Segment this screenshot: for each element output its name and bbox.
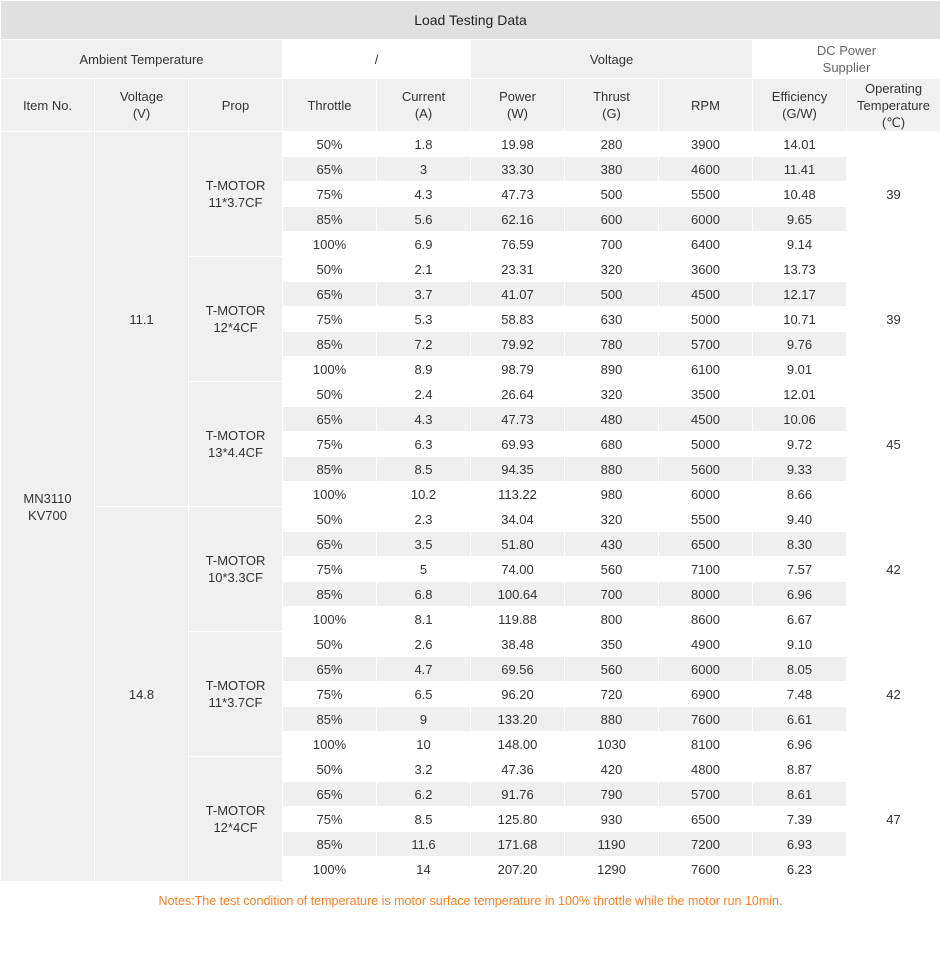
current-cell: 2.6 xyxy=(377,632,471,657)
operating-temperature-cell: 39 xyxy=(847,257,940,382)
thrust-cell: 1030 xyxy=(565,732,659,757)
power-cell: 100.64 xyxy=(471,582,565,607)
current-cell: 7.2 xyxy=(377,332,471,357)
thrust-cell: 280 xyxy=(565,132,659,157)
rpm-cell: 8100 xyxy=(659,732,753,757)
power-cell: 41.07 xyxy=(471,282,565,307)
efficiency-cell: 7.57 xyxy=(753,557,847,582)
col-optemp-l1: Operating xyxy=(864,80,923,96)
efficiency-cell: 6.96 xyxy=(753,582,847,607)
throttle-cell: 65% xyxy=(283,282,377,307)
throttle-cell: 75% xyxy=(283,307,377,332)
thrust-cell: 800 xyxy=(565,607,659,632)
rpm-cell: 7200 xyxy=(659,832,753,857)
current-cell: 11.6 xyxy=(377,832,471,857)
prop-brand: T-MOTOR xyxy=(205,303,266,318)
rpm-cell: 5000 xyxy=(659,307,753,332)
rpm-cell: 4900 xyxy=(659,632,753,657)
rpm-cell: 3900 xyxy=(659,132,753,157)
col-current xyxy=(377,79,471,132)
efficiency-cell: 10.71 xyxy=(753,307,847,332)
efficiency-cell: 10.06 xyxy=(753,407,847,432)
power-cell: 94.35 xyxy=(471,457,565,482)
prop-model: 12*4CF xyxy=(213,820,258,835)
efficiency-cell: 13.73 xyxy=(753,257,847,282)
throttle-cell: 85% xyxy=(283,832,377,857)
col-operating-temperature xyxy=(847,79,940,132)
rpm-cell: 6400 xyxy=(659,232,753,257)
thrust-cell: 1190 xyxy=(565,832,659,857)
prop-cell xyxy=(189,507,283,632)
col-thrust-l1: Thrust xyxy=(593,89,630,104)
rpm-cell: 3600 xyxy=(659,257,753,282)
efficiency-cell: 7.39 xyxy=(753,807,847,832)
efficiency-cell: 11.41 xyxy=(753,157,847,182)
dc-power-supplier xyxy=(753,40,940,79)
efficiency-cell: 6.93 xyxy=(753,832,847,857)
col-efficiency-l2: (G/W) xyxy=(782,106,817,121)
current-cell: 4.3 xyxy=(377,407,471,432)
efficiency-cell: 12.17 xyxy=(753,282,847,307)
rpm-cell: 5700 xyxy=(659,332,753,357)
rpm-cell: 3500 xyxy=(659,382,753,407)
current-cell: 8.5 xyxy=(377,807,471,832)
current-cell: 8.9 xyxy=(377,357,471,382)
operating-temperature-cell: 42 xyxy=(847,507,940,632)
throttle-cell: 100% xyxy=(283,732,377,757)
thrust-cell: 680 xyxy=(565,432,659,457)
power-cell: 113.22 xyxy=(471,482,565,507)
dc-power-line1: DC Power xyxy=(816,43,877,58)
current-cell: 4.3 xyxy=(377,182,471,207)
col-current-l1: Current xyxy=(401,89,446,104)
col-efficiency xyxy=(753,79,847,132)
thrust-cell: 380 xyxy=(565,157,659,182)
throttle-cell: 100% xyxy=(283,482,377,507)
operating-temperature-cell: 42 xyxy=(847,632,940,757)
thrust-cell: 600 xyxy=(565,207,659,232)
throttle-cell: 50% xyxy=(283,757,377,782)
rpm-cell: 6500 xyxy=(659,532,753,557)
efficiency-cell: 8.61 xyxy=(753,782,847,807)
voltage-cell: 14.8 xyxy=(95,507,189,882)
throttle-cell: 75% xyxy=(283,807,377,832)
current-cell: 8.1 xyxy=(377,607,471,632)
thrust-cell: 320 xyxy=(565,507,659,532)
power-cell: 38.48 xyxy=(471,632,565,657)
efficiency-cell: 9.72 xyxy=(753,432,847,457)
rpm-cell: 5500 xyxy=(659,182,753,207)
prop-brand: T-MOTOR xyxy=(205,553,266,568)
operating-temperature-cell: 47 xyxy=(847,757,940,882)
efficiency-cell: 8.87 xyxy=(753,757,847,782)
thrust-cell: 780 xyxy=(565,332,659,357)
col-thrust xyxy=(565,79,659,132)
throttle-cell: 65% xyxy=(283,782,377,807)
table-row xyxy=(1,132,940,157)
current-cell: 4.7 xyxy=(377,657,471,682)
thrust-cell: 560 xyxy=(565,557,659,582)
current-cell: 6.5 xyxy=(377,682,471,707)
power-cell: 26.64 xyxy=(471,382,565,407)
power-cell: 34.04 xyxy=(471,507,565,532)
throttle-cell: 65% xyxy=(283,657,377,682)
throttle-cell: 65% xyxy=(283,407,377,432)
prop-brand: T-MOTOR xyxy=(205,428,266,443)
current-cell: 6.8 xyxy=(377,582,471,607)
col-prop: Prop xyxy=(189,79,283,132)
current-cell: 2.3 xyxy=(377,507,471,532)
ambient-temperature-value: / xyxy=(283,40,471,79)
power-cell: 47.73 xyxy=(471,407,565,432)
current-cell: 14 xyxy=(377,857,471,882)
rpm-cell: 4500 xyxy=(659,282,753,307)
thrust-cell: 890 xyxy=(565,357,659,382)
power-cell: 76.59 xyxy=(471,232,565,257)
efficiency-cell: 9.65 xyxy=(753,207,847,232)
operating-temperature-cell: 45 xyxy=(847,382,940,507)
rpm-cell: 7600 xyxy=(659,707,753,732)
throttle-cell: 85% xyxy=(283,582,377,607)
thrust-cell: 500 xyxy=(565,282,659,307)
thrust-cell: 930 xyxy=(565,807,659,832)
rpm-cell: 7100 xyxy=(659,557,753,582)
throttle-cell: 50% xyxy=(283,507,377,532)
power-cell: 69.93 xyxy=(471,432,565,457)
throttle-cell: 100% xyxy=(283,232,377,257)
current-cell: 3 xyxy=(377,157,471,182)
thrust-cell: 790 xyxy=(565,782,659,807)
efficiency-cell: 14.01 xyxy=(753,132,847,157)
power-cell: 171.68 xyxy=(471,832,565,857)
prop-model: 10*3.3CF xyxy=(208,570,263,585)
prop-cell xyxy=(189,632,283,757)
col-optemp-l2: Temperature xyxy=(857,97,930,113)
current-cell: 9 xyxy=(377,707,471,732)
efficiency-cell: 9.14 xyxy=(753,232,847,257)
throttle-cell: 75% xyxy=(283,557,377,582)
power-cell: 79.92 xyxy=(471,332,565,357)
thrust-cell: 720 xyxy=(565,682,659,707)
efficiency-cell: 12.01 xyxy=(753,382,847,407)
prop-model: 13*4.4CF xyxy=(208,445,263,460)
notes-text: Notes:The test condition of temperature is motor surface temperature in 100% throttle while the motor run 10min. xyxy=(1,882,940,921)
throttle-cell: 100% xyxy=(283,357,377,382)
rpm-cell: 5700 xyxy=(659,782,753,807)
efficiency-cell: 7.48 xyxy=(753,682,847,707)
power-cell: 47.36 xyxy=(471,757,565,782)
throttle-cell: 85% xyxy=(283,207,377,232)
rpm-cell: 8000 xyxy=(659,582,753,607)
thrust-cell: 1290 xyxy=(565,857,659,882)
power-cell: 119.88 xyxy=(471,607,565,632)
throttle-cell: 75% xyxy=(283,682,377,707)
col-power xyxy=(471,79,565,132)
current-cell: 10 xyxy=(377,732,471,757)
prop-brand: T-MOTOR xyxy=(205,178,266,193)
throttle-cell: 85% xyxy=(283,332,377,357)
power-cell: 62.16 xyxy=(471,207,565,232)
thrust-cell: 430 xyxy=(565,532,659,557)
rpm-cell: 6500 xyxy=(659,807,753,832)
throttle-cell: 100% xyxy=(283,857,377,882)
power-cell: 207.20 xyxy=(471,857,565,882)
prop-cell xyxy=(189,757,283,882)
col-rpm: RPM xyxy=(659,79,753,132)
throttle-cell: 50% xyxy=(283,257,377,282)
power-cell: 23.31 xyxy=(471,257,565,282)
efficiency-cell: 8.05 xyxy=(753,657,847,682)
throttle-cell: 75% xyxy=(283,432,377,457)
efficiency-cell: 8.66 xyxy=(753,482,847,507)
table-row xyxy=(1,507,940,532)
power-cell: 96.20 xyxy=(471,682,565,707)
current-cell: 5.6 xyxy=(377,207,471,232)
item-no-line2: KV700 xyxy=(27,507,68,523)
item-no-cell xyxy=(1,132,95,882)
current-cell: 2.4 xyxy=(377,382,471,407)
thrust-cell: 320 xyxy=(565,257,659,282)
col-voltage-l2: (V) xyxy=(132,106,151,121)
thrust-cell: 630 xyxy=(565,307,659,332)
current-cell: 3.5 xyxy=(377,532,471,557)
throttle-cell: 75% xyxy=(283,182,377,207)
prop-brand: T-MOTOR xyxy=(205,678,266,693)
efficiency-cell: 9.10 xyxy=(753,632,847,657)
current-cell: 6.3 xyxy=(377,432,471,457)
throttle-cell: 100% xyxy=(283,607,377,632)
col-voltage xyxy=(95,79,189,132)
rpm-cell: 4500 xyxy=(659,407,753,432)
operating-temperature-cell: 39 xyxy=(847,132,940,257)
notes-row xyxy=(1,882,940,921)
power-cell: 51.80 xyxy=(471,532,565,557)
rpm-cell: 5000 xyxy=(659,432,753,457)
power-cell: 47.73 xyxy=(471,182,565,207)
power-cell: 74.00 xyxy=(471,557,565,582)
rpm-cell: 7600 xyxy=(659,857,753,882)
prop-model: 11*3.7CF xyxy=(208,695,263,710)
current-cell: 6.9 xyxy=(377,232,471,257)
thrust-cell: 420 xyxy=(565,757,659,782)
col-efficiency-l1: Efficiency xyxy=(771,89,828,104)
col-item-no: Item No. xyxy=(1,79,95,132)
thrust-cell: 480 xyxy=(565,407,659,432)
voltage-cell: 11.1 xyxy=(95,132,189,507)
efficiency-cell: 9.76 xyxy=(753,332,847,357)
voltage-header: Voltage xyxy=(471,40,753,79)
power-cell: 133.20 xyxy=(471,707,565,732)
thrust-cell: 880 xyxy=(565,707,659,732)
efficiency-cell: 9.33 xyxy=(753,457,847,482)
rpm-cell: 5500 xyxy=(659,507,753,532)
throttle-cell: 85% xyxy=(283,457,377,482)
thrust-cell: 700 xyxy=(565,582,659,607)
rpm-cell: 6000 xyxy=(659,207,753,232)
col-throttle: Throttle xyxy=(283,79,377,132)
efficiency-cell: 6.67 xyxy=(753,607,847,632)
rpm-cell: 6000 xyxy=(659,482,753,507)
col-optemp-l3: (℃) xyxy=(881,114,906,130)
prop-cell xyxy=(189,382,283,507)
throttle-cell: 65% xyxy=(283,532,377,557)
thrust-cell: 700 xyxy=(565,232,659,257)
current-cell: 3.2 xyxy=(377,757,471,782)
ambient-temperature-header: Ambient Temperature xyxy=(1,40,283,79)
throttle-cell: 65% xyxy=(283,157,377,182)
col-current-l2: (A) xyxy=(414,106,433,121)
column-header-row xyxy=(1,79,940,132)
current-cell: 6.2 xyxy=(377,782,471,807)
header-row-1 xyxy=(1,40,940,79)
throttle-cell: 50% xyxy=(283,632,377,657)
current-cell: 1.8 xyxy=(377,132,471,157)
efficiency-cell: 8.30 xyxy=(753,532,847,557)
prop-model: 12*4CF xyxy=(213,320,258,335)
power-cell: 69.56 xyxy=(471,657,565,682)
rpm-cell: 4800 xyxy=(659,757,753,782)
rpm-cell: 8600 xyxy=(659,607,753,632)
throttle-cell: 85% xyxy=(283,707,377,732)
prop-cell xyxy=(189,132,283,257)
power-cell: 33.30 xyxy=(471,157,565,182)
power-cell: 58.83 xyxy=(471,307,565,332)
power-cell: 98.79 xyxy=(471,357,565,382)
col-thrust-l2: (G) xyxy=(602,106,621,121)
prop-model: 11*3.7CF xyxy=(208,195,263,210)
thrust-cell: 320 xyxy=(565,382,659,407)
efficiency-cell: 6.23 xyxy=(753,857,847,882)
rpm-cell: 6900 xyxy=(659,682,753,707)
rpm-cell: 6100 xyxy=(659,357,753,382)
throttle-cell: 50% xyxy=(283,382,377,407)
current-cell: 3.7 xyxy=(377,282,471,307)
efficiency-cell: 9.40 xyxy=(753,507,847,532)
thrust-cell: 880 xyxy=(565,457,659,482)
table-title: Load Testing Data xyxy=(1,1,940,40)
power-cell: 19.98 xyxy=(471,132,565,157)
col-voltage-l1: Voltage xyxy=(119,89,164,104)
col-power-l2: (W) xyxy=(507,106,528,121)
current-cell: 5 xyxy=(377,557,471,582)
efficiency-cell: 9.01 xyxy=(753,357,847,382)
efficiency-cell: 6.96 xyxy=(753,732,847,757)
current-cell: 8.5 xyxy=(377,457,471,482)
power-cell: 125.80 xyxy=(471,807,565,832)
power-cell: 148.00 xyxy=(471,732,565,757)
rpm-cell: 6000 xyxy=(659,657,753,682)
thrust-cell: 500 xyxy=(565,182,659,207)
rpm-cell: 4600 xyxy=(659,157,753,182)
efficiency-cell: 10.48 xyxy=(753,182,847,207)
power-cell: 91.76 xyxy=(471,782,565,807)
thrust-cell: 350 xyxy=(565,632,659,657)
title-row xyxy=(1,1,940,40)
thrust-cell: 980 xyxy=(565,482,659,507)
prop-brand: T-MOTOR xyxy=(205,803,266,818)
current-cell: 10.2 xyxy=(377,482,471,507)
item-no-line1: MN3110 xyxy=(23,490,72,506)
dc-power-line2: Supplier xyxy=(822,60,871,75)
thrust-cell: 560 xyxy=(565,657,659,682)
rpm-cell: 5600 xyxy=(659,457,753,482)
throttle-cell: 50% xyxy=(283,132,377,157)
efficiency-cell: 6.61 xyxy=(753,707,847,732)
prop-cell xyxy=(189,257,283,382)
current-cell: 2.1 xyxy=(377,257,471,282)
current-cell: 5.3 xyxy=(377,307,471,332)
col-power-l1: Power xyxy=(499,89,536,104)
